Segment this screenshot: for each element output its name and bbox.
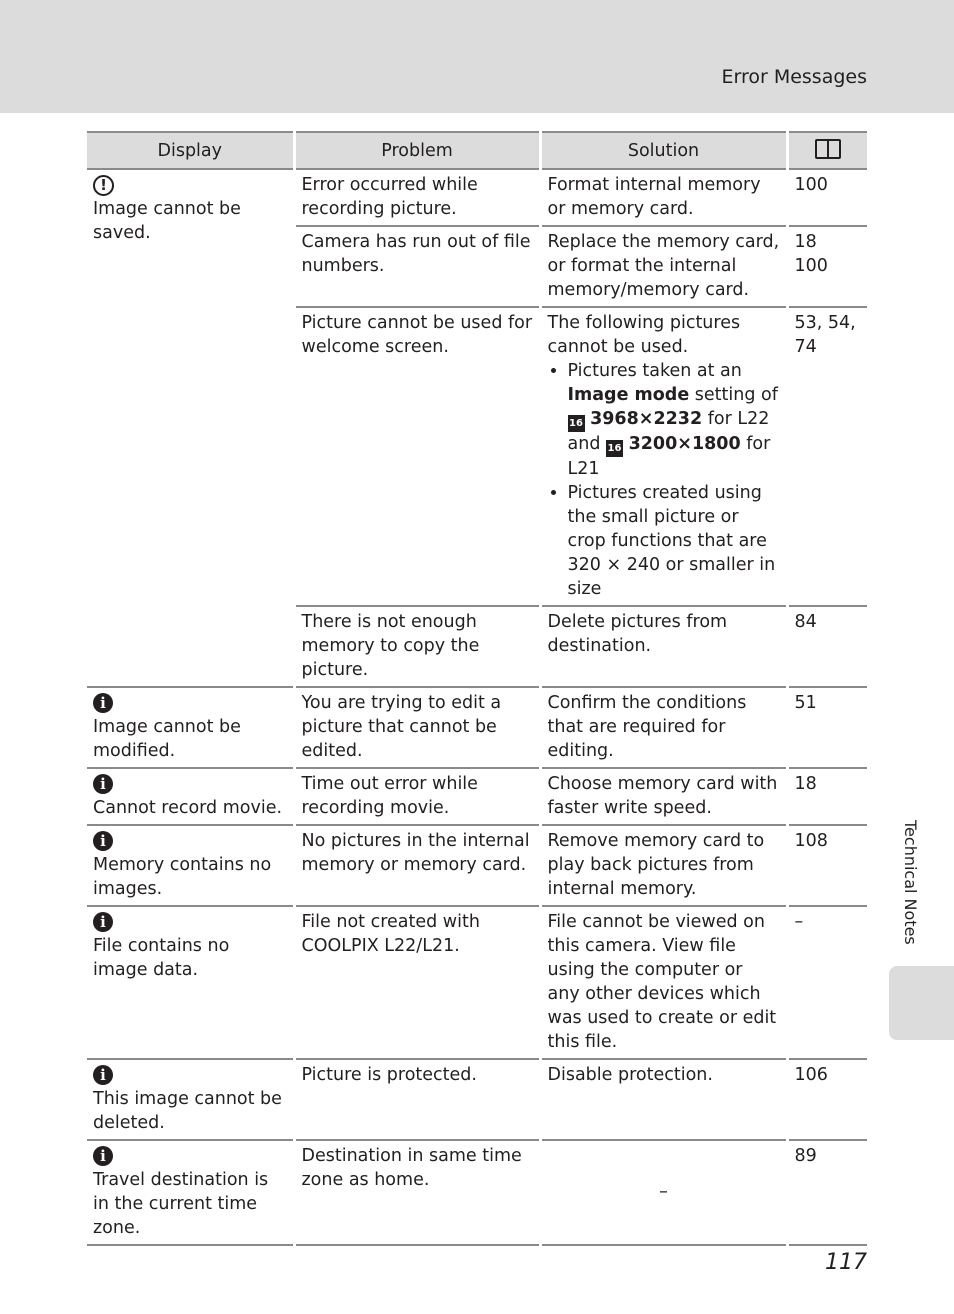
solution-cell: Confirm the conditions that are required for editing. <box>540 687 787 768</box>
solution-cell: Replace the memory card, or format the internal memory/memory card. <box>540 226 787 307</box>
info-icon: i <box>93 912 113 932</box>
problem-cell: You are trying to edit a picture that cannot be edited. <box>294 687 540 768</box>
problem-cell: No pictures in the internal memory or memory card. <box>294 825 540 906</box>
display-cell <box>87 1140 294 1245</box>
reference-cell <box>787 606 867 687</box>
display-message: This image cannot be deleted. <box>93 1089 282 1133</box>
info-icon: i <box>93 1065 113 1085</box>
reference-page: 100 <box>794 256 828 276</box>
bullet-text: for L22 and <box>567 409 770 454</box>
header-band <box>0 0 954 113</box>
error-messages-table <box>87 131 867 1246</box>
reference-page: 84 <box>794 612 817 632</box>
solution-cell: Disable protection. <box>540 1059 787 1140</box>
reference-cell: – <box>787 906 867 1059</box>
solution-bullet-list <box>548 359 780 601</box>
image-size-value: 3968×2232 <box>590 409 703 429</box>
info-icon: i <box>93 831 113 851</box>
table-header-row <box>87 132 867 169</box>
reference-cell <box>787 169 867 226</box>
book-reference-icon <box>815 139 841 159</box>
display-cell <box>87 1059 294 1140</box>
reference-cell <box>787 307 867 606</box>
section-title: Error Messages <box>721 66 867 88</box>
reference-cell: 18 <box>787 768 867 825</box>
display-message: Image cannot be saved. <box>93 199 241 243</box>
problem-cell: File not created with COOLPIX L22/L21. <box>294 906 540 1059</box>
solution-bullet: • Pictures created using the small picture or crop functions that are 320 × 240 or smaller in size <box>568 481 780 601</box>
display-message: Cannot record movie. <box>93 798 283 818</box>
problem-cell: Time out error while recording movie. <box>294 768 540 825</box>
table-row <box>87 906 867 1059</box>
column-header-problem: Problem <box>294 132 540 169</box>
column-header-display: Display <box>87 132 294 169</box>
page-number: 117 <box>825 1250 867 1275</box>
table-row <box>87 768 867 825</box>
problem-cell: Destination in same time zone as home. <box>294 1140 540 1245</box>
bullet-text: for L21 <box>567 434 771 479</box>
solution-cell: Remove memory card to play back pictures from internal memory. <box>540 825 787 906</box>
reference-page: 18 <box>794 232 817 252</box>
problem-cell: Error occurred while recording picture. <box>294 169 540 226</box>
solution-cell: – <box>540 1140 787 1245</box>
info-icon: i <box>93 693 113 713</box>
warning-exclamation-icon: ! <box>93 175 114 196</box>
reference-cell: 106 <box>787 1059 867 1140</box>
problem-cell: There is not enough memory to copy the picture. <box>294 606 540 687</box>
reference-page: 53, 54, <box>794 313 856 333</box>
solution-cell: File cannot be viewed on this camera. View file using the computer or any other devices which was used to create or edit this file. <box>540 906 787 1059</box>
solution-cell: Delete pictures from destination. <box>540 606 787 687</box>
table-row <box>87 687 867 768</box>
display-cell <box>87 768 294 825</box>
table-row <box>87 1059 867 1140</box>
section-thumb-tab <box>889 966 954 1040</box>
display-cell <box>87 169 294 687</box>
reference-cell: 89 <box>787 1140 867 1245</box>
image-size-value: 3200×1800 <box>628 434 741 454</box>
solution-intro: The following pictures cannot be used. <box>547 313 741 357</box>
display-message: Memory contains no images. <box>93 855 272 899</box>
column-header-solution: Solution <box>540 132 787 169</box>
reference-page: 100 <box>794 175 828 195</box>
display-cell <box>87 825 294 906</box>
solution-bullet <box>568 359 780 481</box>
bullet-text: setting of <box>689 385 778 405</box>
reference-cell: 108 <box>787 825 867 906</box>
problem-cell: Picture is protected. <box>294 1059 540 1140</box>
display-message: Travel destination is in the current time zone. <box>93 1170 269 1238</box>
table-row <box>87 169 867 226</box>
solution-cell: Format internal memory or memory card. <box>540 169 787 226</box>
display-message: Image cannot be modified. <box>93 717 241 761</box>
problem-cell: Camera has run out of file numbers. <box>294 226 540 307</box>
info-icon: i <box>93 774 113 794</box>
table-row <box>87 825 867 906</box>
display-message: File contains no image data. <box>93 936 230 980</box>
reference-cell: 51 <box>787 687 867 768</box>
display-cell <box>87 687 294 768</box>
problem-cell: Picture cannot be used for welcome screen. <box>294 307 540 606</box>
image-mode-label: Image mode <box>567 385 690 405</box>
section-side-label: Technical Notes <box>901 820 920 945</box>
image-size-icon: 16 <box>606 440 623 457</box>
bullet-text: Pictures taken at an <box>567 361 742 381</box>
table-row <box>87 1140 867 1245</box>
solution-cell: Choose memory card with faster write speed. <box>540 768 787 825</box>
column-header-reference <box>787 132 867 169</box>
info-icon: i <box>93 1146 113 1166</box>
display-cell <box>87 906 294 1059</box>
image-size-icon: 16 <box>568 415 585 432</box>
solution-cell <box>540 307 787 606</box>
reference-cell <box>787 226 867 307</box>
reference-page: 74 <box>794 337 817 357</box>
